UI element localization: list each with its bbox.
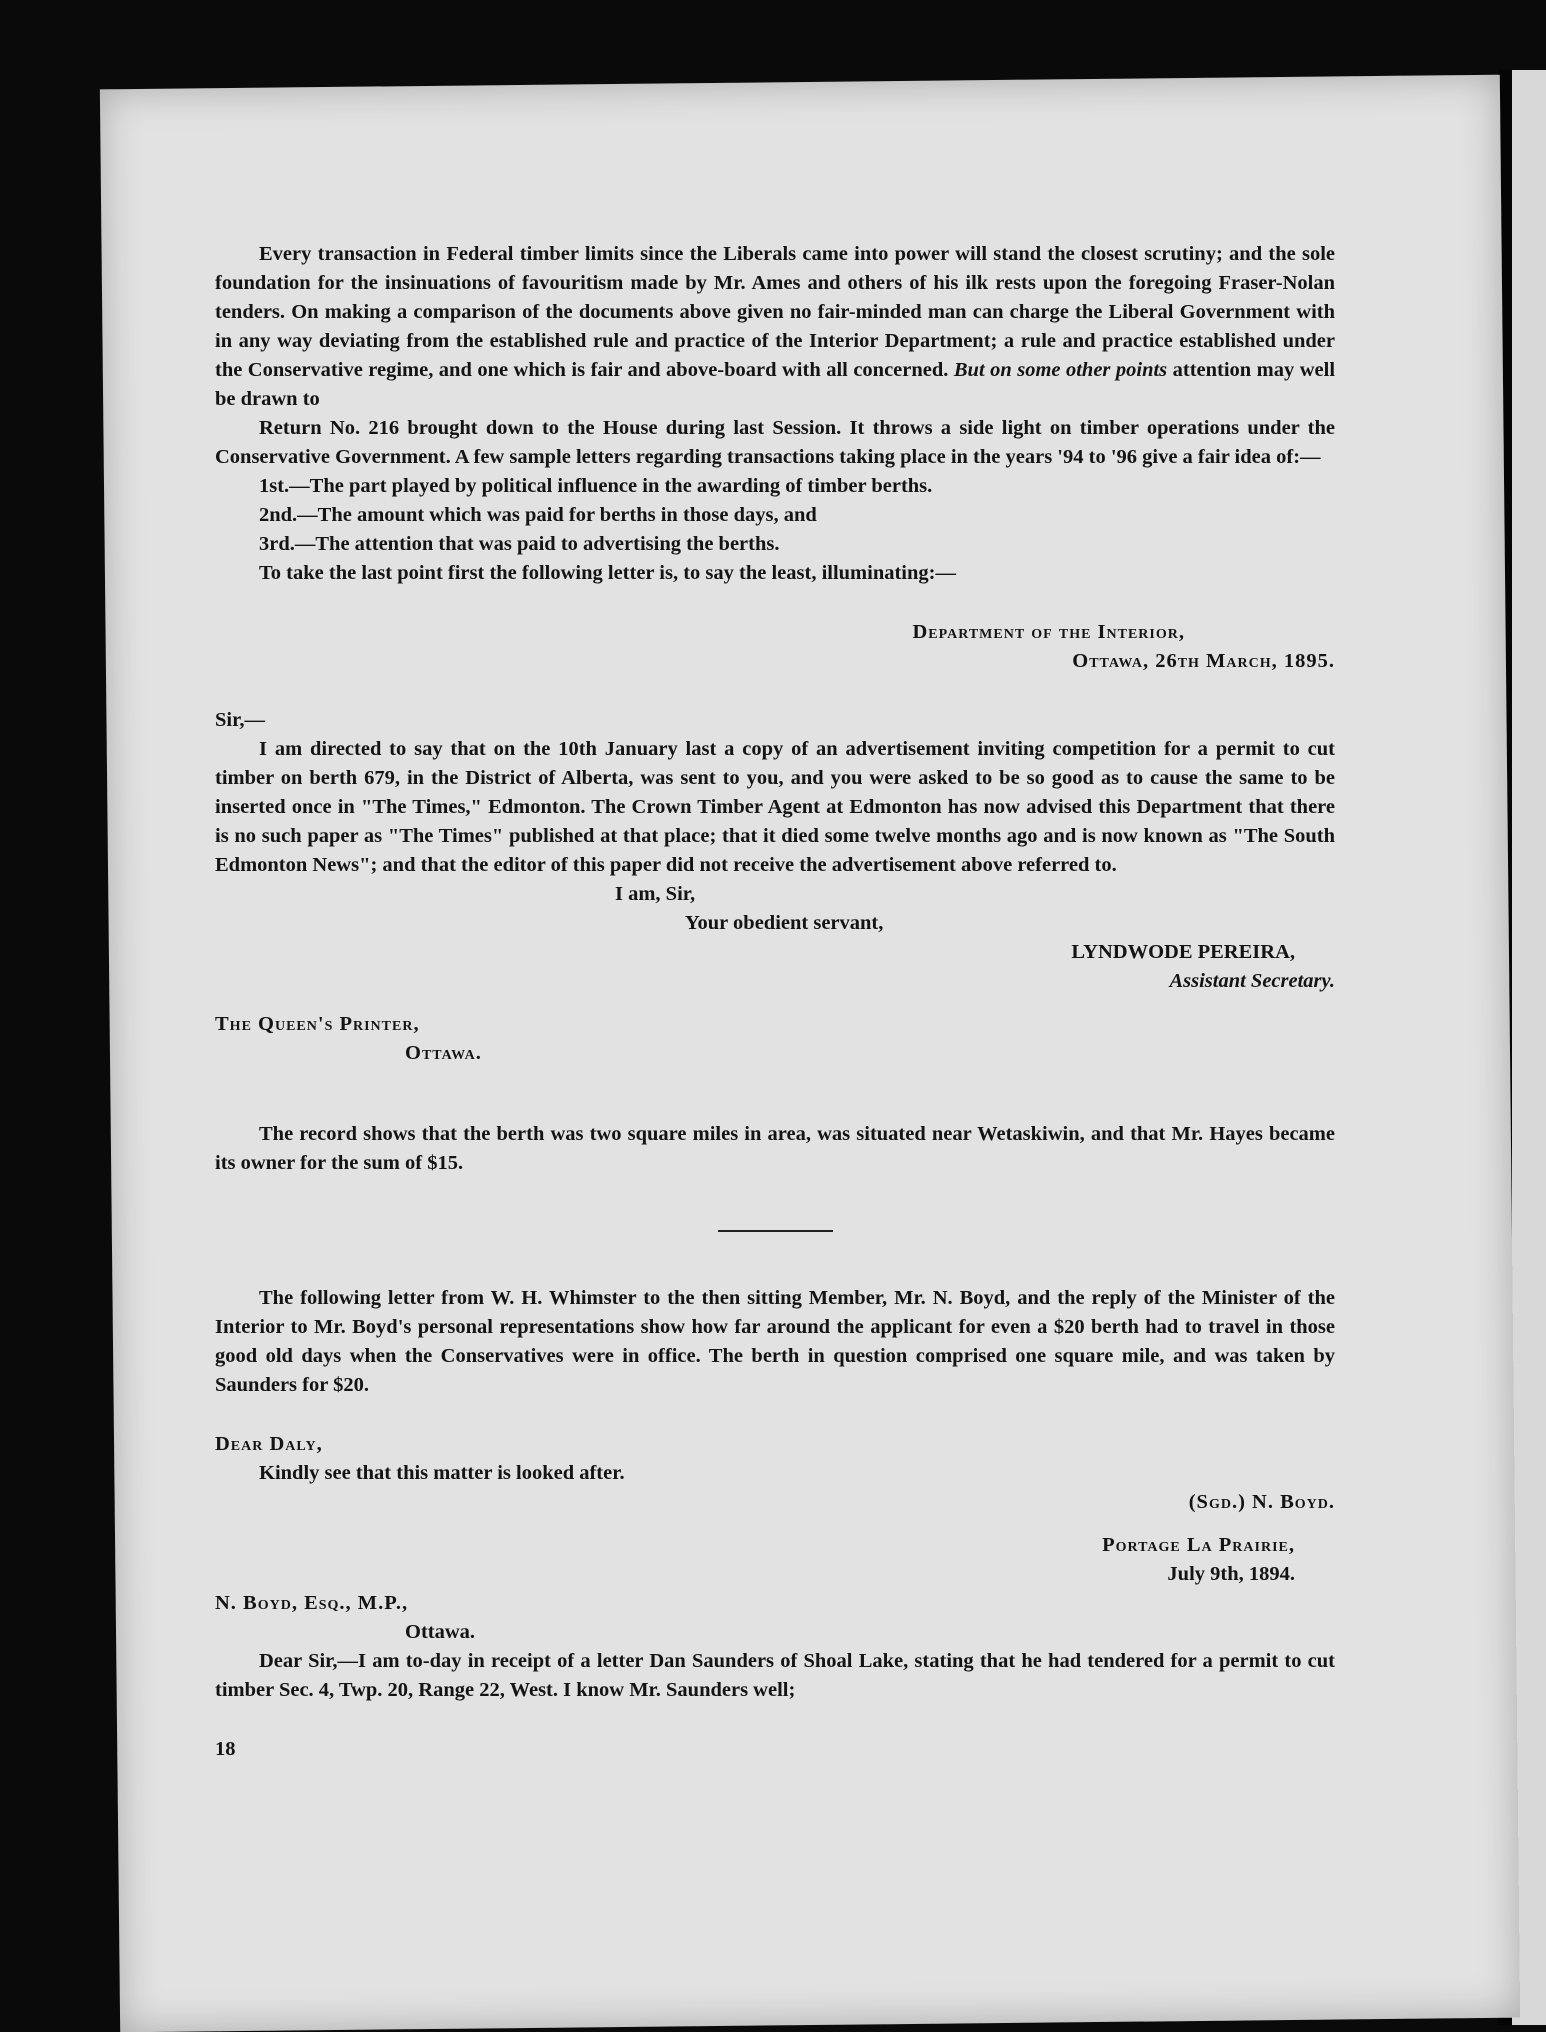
letter-closing-1: I am, Sir,: [615, 883, 696, 905]
paragraph-return-216: Return No. 216 brought down to the House during last Session. It throws a side light on timber operations under the Conservative Government. A few sample letters regarding transactions taking place in the years '94 to '96 give a fair idea of:—: [215, 417, 1335, 468]
list-item: 3rd.—The attention that was paid to advertising the berths.: [259, 533, 780, 555]
note-body: Kindly see that this matter is looked after.: [259, 1462, 625, 1484]
letter-signature: LYNDWODE PEREIRA,: [1071, 941, 1295, 963]
letter2-place: Portage La Prairie,: [1102, 1534, 1295, 1556]
note-salutation: Dear Daly,: [215, 1433, 323, 1455]
letter-signer-title: Assistant Secretary.: [1169, 970, 1335, 992]
letter2-addressee-1: N. Boyd, Esq., M.P.,: [215, 1592, 409, 1614]
list-item: 1st.—The part played by political influence in the awarding of timber berths.: [259, 475, 933, 497]
paragraph-record: The record shows that the berth was two square miles in area, was situated near Wetaskiwin, and that Mr. Hayes became its owner for the sum of $15.: [215, 1123, 1335, 1174]
note-signature-text: (Sgd.) N. Boyd.: [1188, 1491, 1335, 1513]
letter-addressee-1: The Queen's Printer,: [215, 1013, 420, 1035]
letter-body: I am directed to say that on the 10th January last a copy of an advertisement inviting competition for a permit to cut timber on berth 679, in the District of Alberta, was sent to you, and you were asked to be so good as to cause the same to be inserted once in "The Times," Edmonton. The Crown Timber Agent at Edmonton has now advised this Department that there is no such paper as "The Times" published at that place; that it died some twelve months ago and is now known as "The South Edmonton News"; and that the editor of this paper did not receive the advertisement above referred to.: [215, 738, 1335, 876]
paragraph-text: Every transaction in Federal timber limits since the Liberals came into power will stand the closest scrutiny; and the sole foundation for the insinuations of favouritism made by Mr. Ames and others of his ilk rests upon the foregoing Fraser-Nolan tenders. On making a comparison of the documents above given no fair-minded man can charge the Liberal Government with in any way deviating from the established rule and practice of the Interior Department; a rule and practice established under the Conservative regime, and one which is fair and above-board with all concerned.: [215, 243, 1335, 381]
letter2-body: Dear Sir,—I am to-day in receipt of a letter Dan Saunders of Shoal Lake, stating that he had tendered for a permit to cut timber Sec. 4, Twp. 20, Range 22, West. I know Mr. Saunders well;: [215, 1650, 1335, 1701]
page-number: 18: [215, 1738, 236, 1760]
letter2-date: July 9th, 1894.: [1167, 1563, 1295, 1585]
italic-phrase: But on some other points: [953, 359, 1168, 381]
letter-addressee-2: Ottawa.: [405, 1042, 482, 1064]
paragraph-whimster: The following letter from W. H. Whimster to the then sitting Member, Mr. N. Boyd, and the reply of the Minister of the Interior to Mr. Boyd's personal representations show how far around the applicant for even a $20 berth had to travel in those good old days when the Conservatives were in office. The berth in question comprised one square mile, and was taken by Saunders for $20.: [215, 1287, 1335, 1396]
list-item: 2nd.—The amount which was paid for berths in those days, and: [259, 504, 817, 526]
points-list: [215, 472, 1335, 559]
paragraph-illuminating: To take the last point first the following letter is, to say the least, illuminating:—: [259, 562, 956, 584]
paragraph-timber-limits: [215, 240, 1335, 414]
paragraph-tail: attention may well be drawn to: [215, 359, 1336, 410]
place-date-text: Ottawa, 26th March, 1895.: [1072, 650, 1335, 672]
page-text: [215, 240, 1335, 1764]
note-signature: [215, 1488, 1335, 1517]
letter-place-date: [215, 647, 1335, 676]
letter-salutation: Sir,—: [215, 709, 265, 731]
letter-closing-2: Your obedient servant,: [685, 912, 884, 934]
letter-department: Department of the Interior,: [912, 621, 1185, 643]
letter2-addressee-2: Ottawa.: [405, 1621, 476, 1643]
